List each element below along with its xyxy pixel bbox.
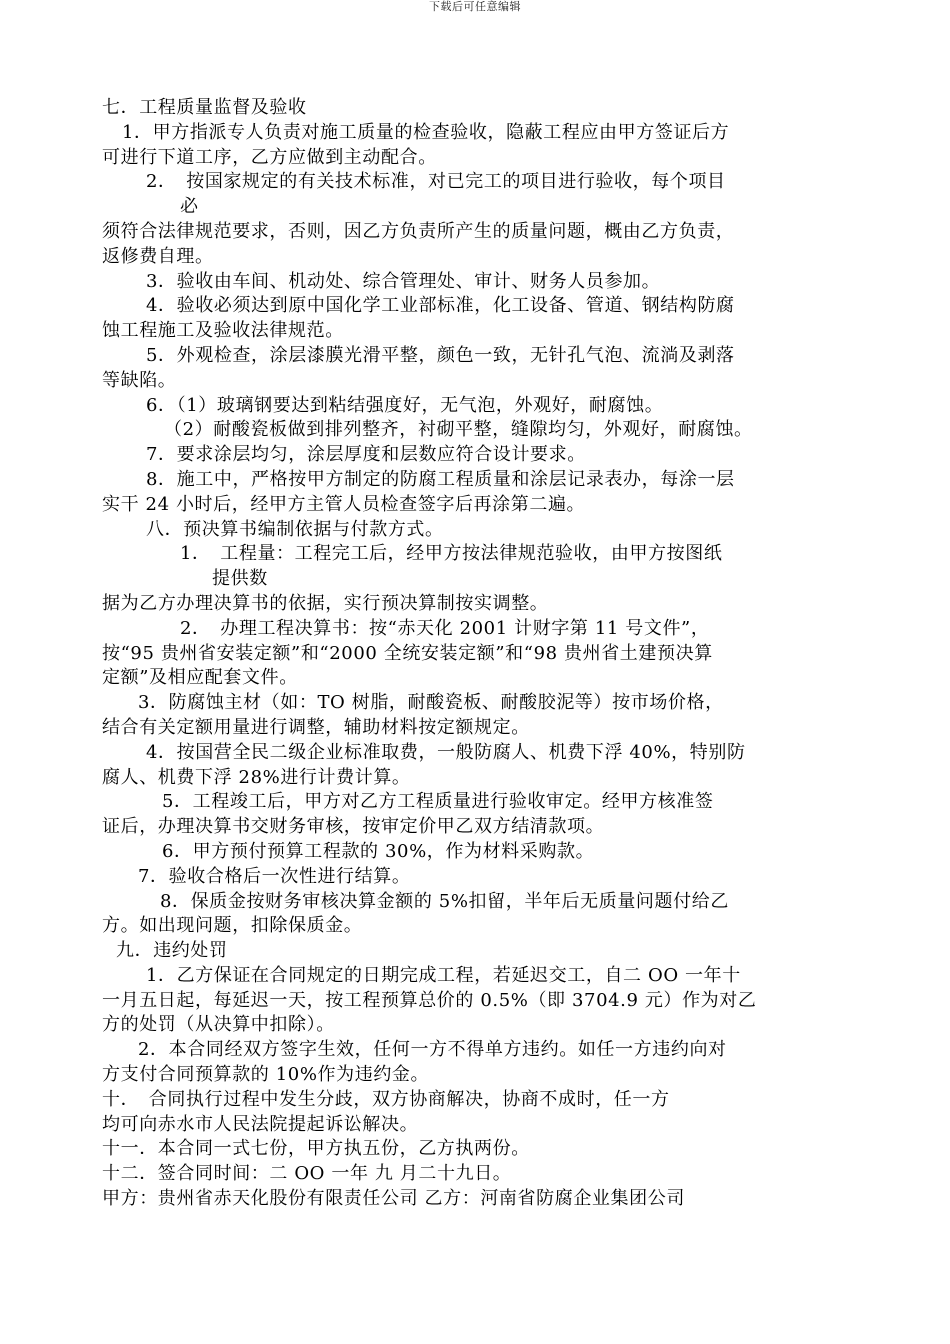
paragraph-line: 按“95 贵州省安装定额”和“2000 全统安装定额”和“98 贵州省土建预决算	[102, 642, 713, 664]
paragraph-line: 腐人、机费下浮 28%进行计费计算。	[102, 766, 411, 788]
paragraph-line: 提供数	[212, 568, 268, 590]
section-heading-7: 七．工程质量监督及验收	[102, 97, 307, 118]
paragraph-line: 1．乙方保证在合同规定的日期完成工程，若延迟交工，自二 OO 一年十	[146, 964, 741, 986]
paragraph-line: 4．验收必须达到原中国化学工业部标准，化工设备、管道、钢结构防腐	[146, 295, 735, 317]
paragraph-line: 2． 按国家规定的有关技术标准，对已完工的项目进行验收，每个项目	[146, 171, 726, 193]
paragraph-line: 8．保质金按财务审核决算金额的 5%扣留，半年后无质量问题付给乙	[160, 890, 729, 912]
paragraph-line: 方支付合同预算款的 10%作为违约金。	[102, 1064, 430, 1086]
paragraph-line: （2）耐酸瓷板做到排列整齐，衬砌平整，缝隙均匀，外观好，耐腐蚀。	[164, 419, 753, 441]
paragraph-line: 返修费自理。	[102, 245, 214, 267]
paragraph-line: 2．本合同经双方签字生效，任何一方不得单方违约。如任一方违约向对	[138, 1039, 727, 1061]
paragraph-line: 5．外观检查，涂层漆膜光滑平整，颜色一致，无针孔气泡、流淌及剥落	[146, 344, 735, 366]
paragraph-line: 一月五日起，每延迟一天，按工程预算总价的 0.5%（即 3704.9 元）作为对乙	[102, 989, 757, 1011]
paragraph-line: 据为乙方办理决算书的依据，实行预决算制按实调整。	[102, 592, 549, 614]
section-heading-12: 十二．签合同时间：二 OO 一年 九 月二十九日。	[102, 1163, 512, 1185]
paragraph-line: 4．按国营全民二级企业标准取费，一般防腐人、机费下浮 40%，特别防	[146, 741, 746, 763]
section-heading-11: 十一．本合同一式七份，甲方执五份，乙方执两份。	[102, 1138, 530, 1160]
paragraph-line: 方的处罚（从决算中扣除）。	[102, 1014, 335, 1036]
paragraph-line: 证后，办理决算书交财务审核，按审定价甲乙双方结清款项。	[102, 816, 605, 838]
paragraph-line: 1． 工程量：工程完工后，经甲方按法律规范验收，由甲方按图纸	[180, 543, 723, 565]
paragraph-line: 须符合法律规范要求，否则，因乙方负责所产生的质量问题，概由乙方负责，	[102, 220, 735, 242]
paragraph-line: 8．施工中，严格按甲方制定的防腐工程质量和涂层记录表办，每涂一层	[146, 468, 735, 490]
paragraph-line: 6．甲方预付预算工程款的 30%，作为材料采购款。	[162, 840, 595, 862]
paragraph-line: 实干 24 小时后，经甲方主管人员检查签字后再涂第二遍。	[102, 493, 586, 515]
page-header: 下载后可任意编辑	[429, 0, 521, 13]
paragraph-line: 等缺陷。	[102, 369, 177, 391]
paragraph-line: 6．（1）玻璃钢要达到粘结强度好，无气泡，外观好，耐腐蚀。	[146, 394, 664, 416]
paragraph-line: 5．工程竣工后，甲方对乙方工程质量进行验收审定。经甲方核准签	[162, 791, 714, 813]
signature-line: 甲方：贵州省赤天化股份有限责任公司 乙方：河南省防腐企业集团公司	[102, 1188, 685, 1210]
paragraph-line: 蚀工程施工及验收法律规范。	[102, 320, 344, 342]
paragraph-line: 1．甲方指派专人负责对施工质量的检查验收，隐蔽工程应由甲方签证后方	[122, 121, 730, 143]
paragraph-line: 方。如出现问题，扣除保质金。	[102, 915, 363, 937]
paragraph-line: 7．验收合格后一次性进行结算。	[138, 865, 411, 887]
paragraph-line: 必	[180, 196, 199, 218]
section-heading-10: 十． 合同执行过程中发生分歧，双方协商解决，协商不成时，任一方	[102, 1088, 670, 1110]
section-heading-9: 九．违约处罚	[116, 940, 228, 962]
paragraph-line: 定额”及相应配套文件。	[102, 667, 298, 689]
paragraph-line: 2． 办理工程决算书：按“赤天化 2001 计财字第 11 号文件”，	[180, 617, 710, 639]
paragraph-line: 结合有关定额用量进行调整，辅助材料按定额规定。	[102, 716, 530, 738]
paragraph-line: 3．防腐蚀主材（如：TO 树脂，耐酸瓷板、耐酸胶泥等）按市场价格，	[138, 692, 724, 714]
paragraph-line: 均可向赤水市人民法院提起诉讼解决。	[102, 1113, 419, 1135]
paragraph-line: 7．要求涂层均匀，涂层厚度和层数应符合设计要求。	[146, 444, 586, 466]
paragraph-line: 可进行下道工序，乙方应做到主动配合。	[102, 146, 437, 168]
section-heading-8: 八．预决算书编制依据与付款方式。	[146, 518, 444, 540]
paragraph-line: 3．验收由车间、机动处、综合管理处、审计、财务人员参加。	[146, 270, 661, 292]
document-body	[102, 96, 862, 1212]
